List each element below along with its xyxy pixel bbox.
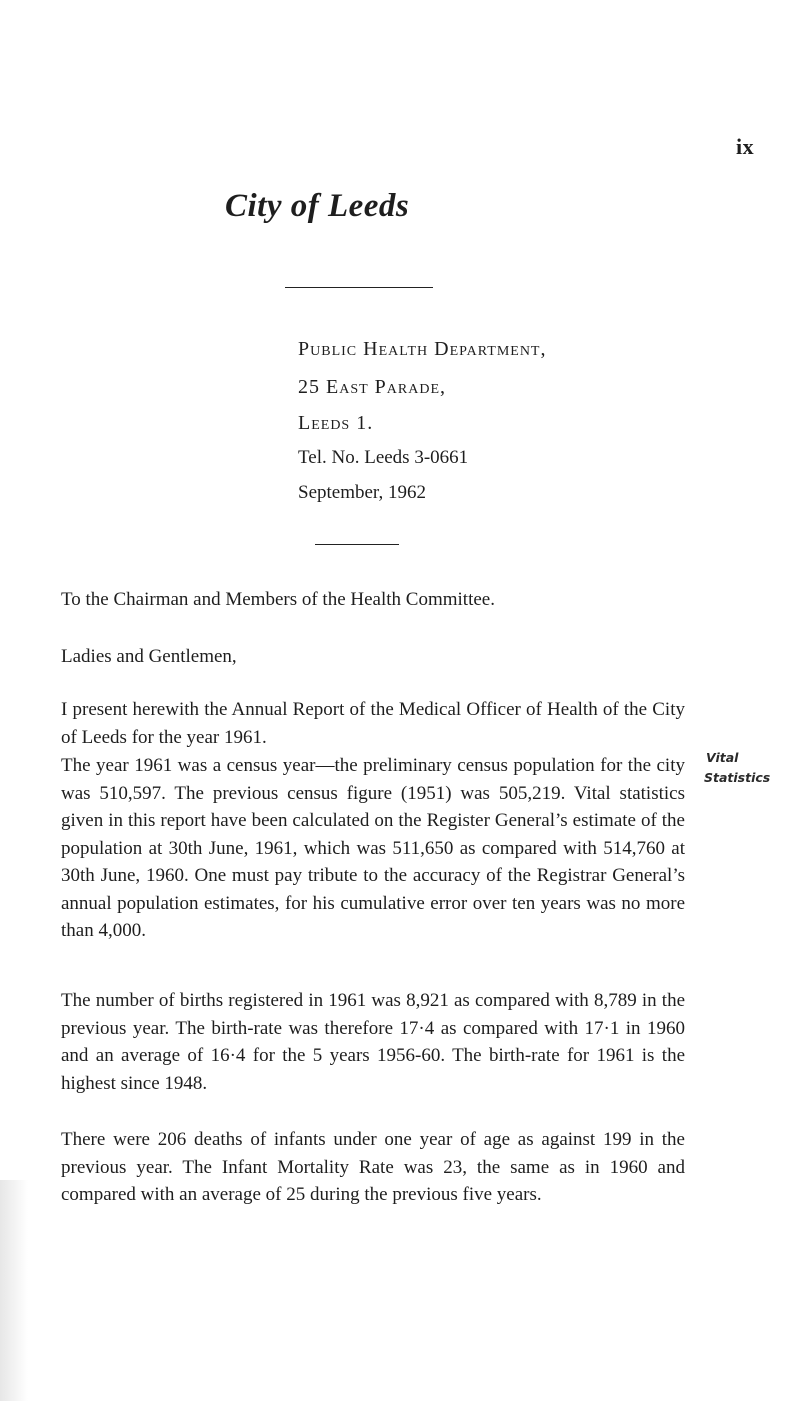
page-title: City of Leeds	[225, 188, 410, 224]
paragraph-infant-deaths: There were 206 deaths of infants under one year of age as against 199 in the previous year. The Infant Mortality Rate was 23, the same as in 1960 and compared with an average of 25 during the previous five years.	[61, 1129, 685, 1205]
paragraph-introduction: I present herewith the Annual Report of the Medical Officer of Health of the City of Leeds for the year 1961.	[61, 699, 685, 748]
addressee-line: To the Chairman and Members of the Health Committee.	[61, 589, 495, 610]
page-number: ix	[736, 134, 755, 159]
section-rule	[315, 544, 399, 545]
address-telephone: Tel. No. Leeds 3-0661	[298, 447, 469, 468]
margin-note-line-2: Statistics	[704, 770, 771, 785]
address-date: September, 1962	[298, 482, 426, 503]
address-department: Public Health Department,	[298, 338, 547, 360]
paragraph-census: The year 1961 was a census year—the preliminary census population for the city was 510,597. The previous census figure (1951) was 505,219. Vital statistics given in this report have been calculated on the Register General’s estimate of the population at 30th June, 1961, which was 511,650 as compared with 514,760 at 30th June, 1960. One must pay tribute to the accuracy of the Registrar General’s annual population estimates, for his cumulative error over ten years was no more than 4,000.	[61, 755, 685, 941]
scan-edge-shadow	[0, 1180, 28, 1401]
address-street: 25 East Parade,	[298, 376, 447, 398]
greeting-line: Ladies and Gentlemen,	[61, 646, 237, 667]
title-rule	[285, 287, 433, 288]
paragraph-births: The number of births registered in 1961 was 8,921 as compared with 8,789 in the previous year. The birth-rate was therefore 17·4 as compared with 17·1 in 1960 and an average of 16·4 for the 5 years 1956-60. The birth-rate for 1961 is the highest since 1948.	[61, 990, 685, 1094]
address-city: Leeds 1.	[298, 412, 374, 434]
margin-note-line-1: Vital	[706, 750, 739, 765]
margin-note-vital-statistics	[704, 748, 800, 788]
